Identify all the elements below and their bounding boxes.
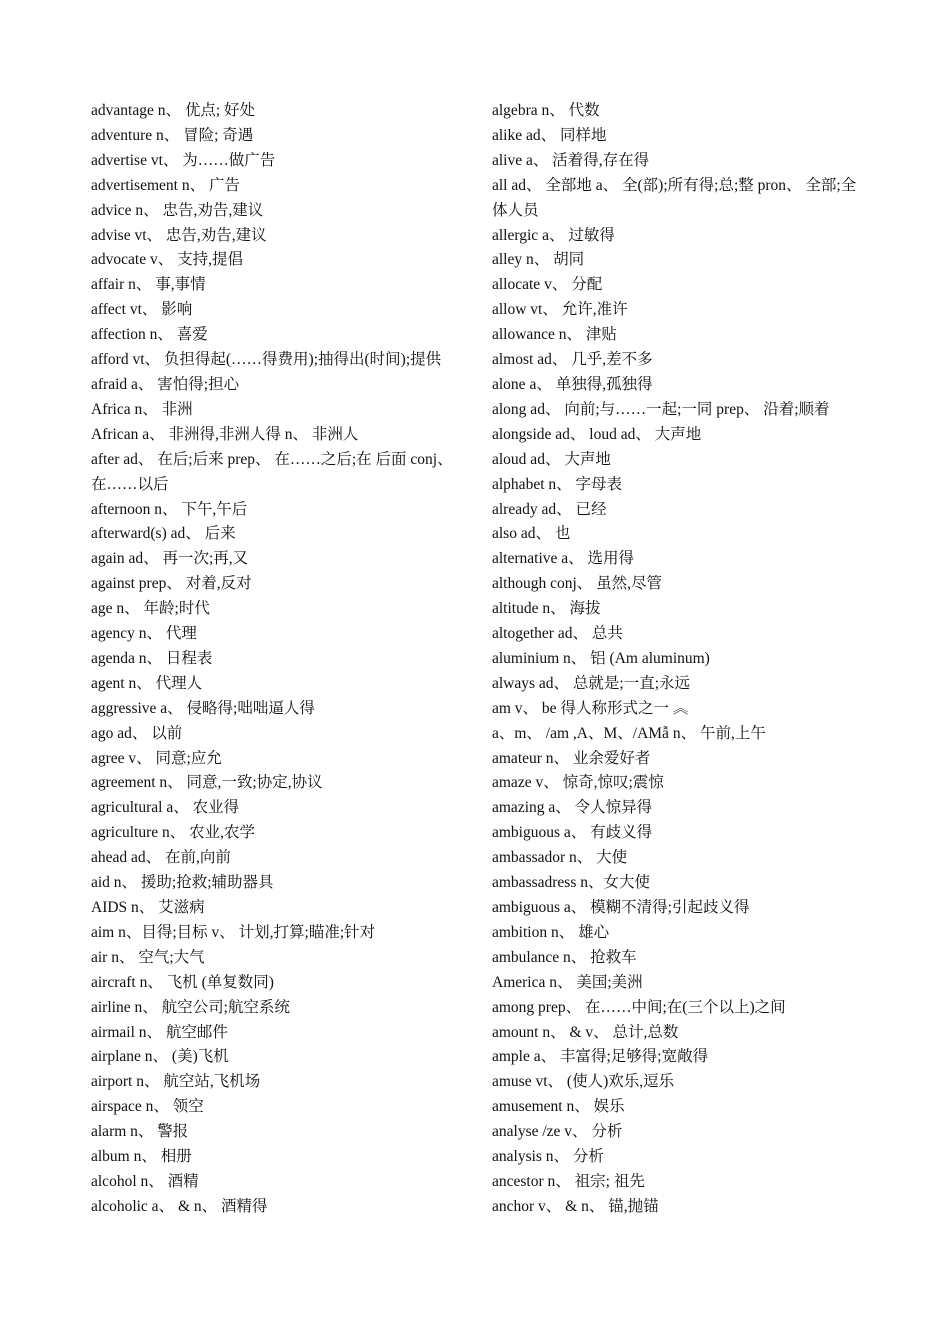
- vocab-entry: adventure n、 冒险; 奇遇: [91, 126, 254, 144]
- vocab-entry: amuse vt、 (使人)欢乐,逗乐: [492, 1073, 675, 1091]
- vocab-entry: agency n、 代理: [91, 625, 197, 643]
- vocab-entry: AIDS n、 艾滋病: [91, 899, 205, 916]
- vocab-entry: Africa n、 非洲: [91, 400, 193, 418]
- vocab-entry: allocate v、 分配: [492, 276, 603, 294]
- vocab-entry: ambiguous a、 有歧义得: [492, 824, 653, 842]
- vocab-entry: ambiguous a、 模糊不清得;引起歧义得: [492, 899, 750, 916]
- vocab-entry: amount n、 & v、 总计,总数: [492, 1023, 679, 1041]
- vocab-entry: affair n、 事,事情: [91, 276, 206, 294]
- vocab-entry: airplane n、 (美)飞机: [91, 1048, 229, 1066]
- vocab-entry: aggressive a、 侵略得;咄咄逼人得: [91, 699, 315, 717]
- vocab-entry: afford vt、 负担得起(……得费用);抽得出(时间);提供: [91, 351, 442, 369]
- vocab-entry: airmail n、 航空邮件: [91, 1023, 228, 1041]
- vocab-entry: agriculture n、 农业,农学: [91, 824, 256, 842]
- vocab-entry: airspace n、 领空: [91, 1098, 204, 1116]
- vocab-entry: all ad、 全部地 a、 全(部);所有得;总;整 pron、 全部;全体人员: [492, 176, 857, 219]
- vocab-entry: altogether ad、 总共: [492, 625, 623, 643]
- vocab-entry: analysis n、 分析: [492, 1148, 604, 1166]
- vocab-entry: affection n、 喜爱: [91, 326, 208, 344]
- vocab-entry: airport n、 航空站,飞机场: [91, 1073, 261, 1091]
- vocab-entry: air n、 空气;大气: [91, 948, 205, 966]
- vocab-entry: alphabet n、 字母表: [492, 475, 623, 493]
- vocab-entry: against prep、 对着,反对: [91, 575, 252, 593]
- vocab-entry: afterward(s) ad、 后来: [91, 525, 236, 543]
- vocab-entry: algebra n、 代数: [492, 102, 600, 119]
- vocab-entry: allowance n、 津贴: [492, 326, 617, 344]
- vocab-entry: alongside ad、 loud ad、 大声地: [492, 425, 702, 443]
- vocab-entry: ahead ad、 在前,向前: [91, 849, 231, 867]
- vocab-entry: African a、 非洲得,非洲人得 n、 非洲人: [91, 425, 359, 443]
- vocab-entry: alike ad、 同样地: [492, 126, 607, 144]
- right-column: [492, 99, 867, 1220]
- vocab-entry: affect vt、 影响: [91, 301, 193, 319]
- vocab-entry: always ad、 总就是;一直;永远: [492, 674, 691, 692]
- vocab-entry: ancestor n、 祖宗; 祖先: [492, 1172, 645, 1190]
- vocab-entry: advocate v、 支持,提倡: [91, 251, 243, 269]
- vocab-entry: alley n、 胡同: [492, 251, 585, 269]
- vocab-entry: alone a、 单独得,孤独得: [492, 375, 653, 393]
- vocab-entry: allergic a、 过敏得: [492, 226, 615, 244]
- vocab-entry: also ad、 也: [492, 525, 571, 543]
- vocab-entry: allow vt、 允许,准许: [492, 301, 628, 319]
- vocab-entry: ambition n、 雄心: [492, 923, 610, 941]
- vocab-entry: aluminium n、 铝 (Am aluminum): [492, 649, 710, 667]
- vocab-entry: alternative a、 选用得: [492, 550, 635, 568]
- vocab-entry: amateur n、 业余爱好者: [492, 749, 651, 767]
- vocab-entry: age n、 年龄;时代: [91, 600, 210, 618]
- vocab-entry: afternoon n、 下午,午后: [91, 500, 248, 518]
- vocab-entry: advertisement n、 广告: [91, 176, 240, 194]
- vocab-entry: among prep、 在……中间;在(三个以上)之间: [492, 998, 786, 1016]
- vocab-entry: agenda n、 日程表: [91, 649, 213, 667]
- vocab-entry: ample a、 丰富得;足够得;宽敞得: [492, 1048, 709, 1066]
- vocab-entry: album n、 相册: [91, 1148, 192, 1166]
- vocab-entry: advise vt、 忠告,劝告,建议: [91, 226, 267, 244]
- vocab-entry: after ad、 在后;后来 prep、 在……之后;在 后面 conj、 在……以后: [91, 450, 453, 493]
- vocab-entry: aim n、目得;目标 v、 计划,打算;瞄准;针对: [91, 923, 376, 941]
- vocab-entry: aircraft n、 飞机 (单复数同): [91, 973, 274, 991]
- vocab-entry: agricultural a、 农业得: [91, 799, 240, 817]
- vocab-entry: almost ad、 几乎,差不多: [492, 351, 653, 369]
- vocab-entry: ambulance n、 抢救车: [492, 948, 637, 966]
- vocab-entry: ago ad、 以前: [91, 724, 183, 742]
- vocab-entry: advertise vt、 为……做广告: [91, 151, 276, 169]
- vocab-entry: aid n、 援助;抢救;辅助器具: [91, 874, 274, 892]
- vocab-entry: a、m、 /am ,A、M、/AMẫ n、 午前,上午: [492, 724, 766, 742]
- vocab-entry: amusement n、 娱乐: [492, 1098, 625, 1116]
- vocab-entry: alive a、 活着得,存在得: [492, 151, 650, 169]
- vocab-entry: altitude n、 海拔: [492, 600, 601, 618]
- vocab-entry: agent n、 代理人: [91, 674, 203, 692]
- vocab-entry: ambassador n、 大使: [492, 849, 628, 867]
- vocab-entry: advice n、 忠告,劝告,建议: [91, 201, 264, 219]
- left-column: [91, 99, 466, 1220]
- vocab-entry: am v、 be 得人称形式之一 ︽: [492, 699, 689, 717]
- vocab-entry: anchor v、 & n、 锚,抛锚: [492, 1197, 659, 1215]
- vocab-entry: aloud ad、 大声地: [492, 450, 611, 468]
- vocab-entry: again ad、 再一次;再,又: [91, 550, 249, 568]
- vocab-entry: agree v、 同意;应允: [91, 749, 222, 767]
- vocab-entry: America n、 美国;美洲: [492, 973, 643, 991]
- vocab-entry: alcoholic a、 & n、 酒精得: [91, 1197, 268, 1215]
- vocab-entry: amazing a、 令人惊异得: [492, 799, 653, 817]
- vocab-entry: airline n、 航空公司;航空系统: [91, 998, 290, 1016]
- vocab-entry: advantage n、 优点; 好处: [91, 102, 256, 119]
- vocab-entry: alcohol n、 酒精: [91, 1172, 199, 1190]
- vocab-entry: afraid a、 害怕得;担心: [91, 375, 240, 393]
- vocab-entry: analyse /ze v、 分析: [492, 1123, 623, 1141]
- vocab-entry: already ad、 已经: [492, 500, 607, 518]
- vocab-entry: agreement n、 同意,一致;协定,协议: [91, 774, 323, 792]
- vocab-entry: ambassadress n、女大使: [492, 874, 650, 892]
- vocab-entry: although conj、 虽然,尽管: [492, 575, 663, 593]
- vocab-entry: alarm n、 警报: [91, 1123, 189, 1141]
- vocab-entry: along ad、 向前;与……一起;一同 prep、 沿着;顺着: [492, 400, 830, 418]
- vocab-entry: amaze v、 惊奇,惊叹;震惊: [492, 774, 664, 792]
